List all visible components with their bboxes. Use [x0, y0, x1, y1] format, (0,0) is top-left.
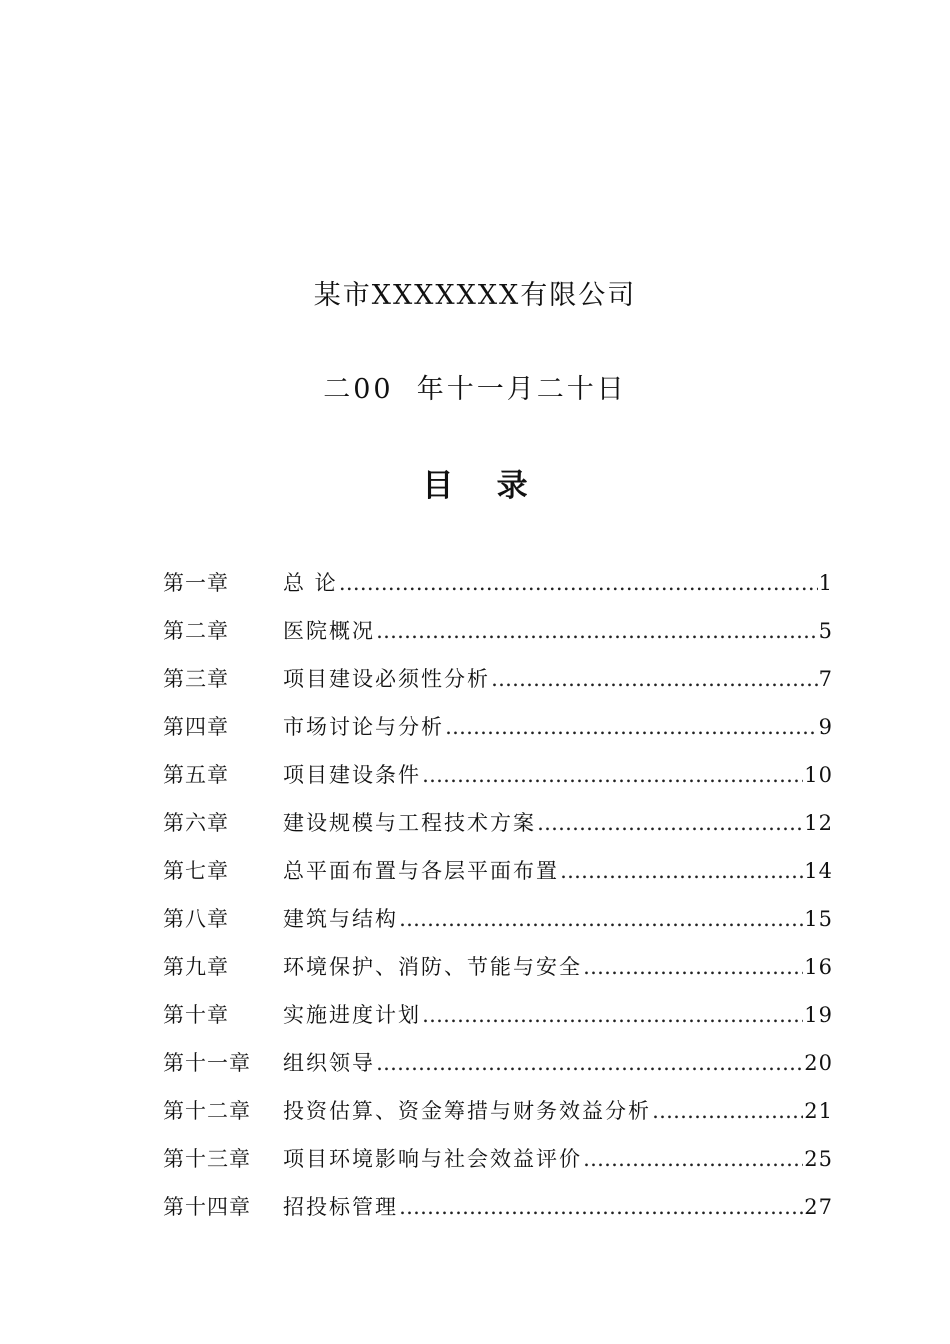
toc-chapter-title: 建筑与结构 [283, 907, 398, 931]
toc-leader-dots [422, 992, 803, 1038]
toc-chapter-title: 建设规模与工程技术方案 [283, 811, 536, 835]
toc-page-number: 27 [804, 1195, 833, 1219]
toc-leader-dots [652, 1088, 803, 1134]
toc-leader-dots [560, 848, 803, 894]
toc-page-number: 19 [804, 1003, 833, 1027]
toc-leader-dots [445, 704, 818, 750]
toc-page-number: 15 [804, 907, 833, 931]
toc-entry[interactable] [163, 560, 833, 608]
toc-entry[interactable] [163, 1088, 833, 1136]
toc-entry[interactable] [163, 944, 833, 992]
toc-chapter-number: 第二章 [163, 619, 229, 643]
toc-page-number: 16 [804, 955, 833, 979]
toc-chapter-number: 第六章 [163, 811, 229, 835]
toc-chapter-number: 第十一章 [163, 1051, 251, 1075]
toc-entry[interactable] [163, 992, 833, 1040]
toc-leader-dots [376, 1040, 803, 1086]
toc-leader-dots [376, 608, 818, 654]
toc-leader-dots [399, 896, 803, 942]
toc-leader-dots [339, 560, 818, 606]
toc-chapter-number: 第十章 [163, 1003, 229, 1027]
toc-chapter-title: 招投标管理 [283, 1195, 398, 1219]
toc-entry[interactable] [163, 1136, 833, 1184]
document-date: 二00 年十一月二十日 [323, 374, 627, 405]
toc-page-number: 7 [818, 667, 833, 691]
toc-chapter-number: 第五章 [163, 763, 229, 787]
toc-entry[interactable] [163, 656, 833, 704]
toc-leader-dots [399, 1184, 803, 1230]
toc-page-number: 9 [818, 715, 833, 739]
toc-page-number: 12 [804, 811, 833, 835]
toc-page-number: 14 [804, 859, 833, 883]
toc-page-number: 5 [818, 619, 833, 643]
toc-chapter-title: 项目环境影响与社会效益评价 [283, 1147, 582, 1171]
toc-chapter-title: 投资估算、资金筹措与财务效益分析 [283, 1099, 651, 1123]
toc-leader-dots [583, 944, 803, 990]
toc-page-number: 25 [804, 1147, 833, 1171]
toc-leader-dots [422, 752, 803, 798]
toc-chapter-number: 第三章 [163, 667, 229, 691]
toc-chapter-title: 项目建设必须性分析 [283, 667, 490, 691]
toc-chapter-number: 第一章 [163, 571, 229, 595]
company-name: 某市XXXXXXX有限公司 [313, 280, 637, 311]
toc-chapter-number: 第八章 [163, 907, 229, 931]
toc-chapter-number: 第四章 [163, 715, 229, 739]
toc-entry[interactable] [163, 608, 833, 656]
toc-chapter-title: 实施进度计划 [283, 1003, 421, 1027]
toc-entry[interactable] [163, 800, 833, 848]
toc-entry[interactable] [163, 704, 833, 752]
toc-chapter-title: 市场讨论与分析 [283, 715, 444, 739]
toc-chapter-title: 环境保护、消防、节能与安全 [283, 955, 582, 979]
toc-chapter-title: 组织领导 [283, 1051, 375, 1075]
toc-leader-dots [491, 656, 818, 702]
toc-chapter-number: 第十四章 [163, 1195, 251, 1219]
toc-chapter-number: 第七章 [163, 859, 229, 883]
toc-chapter-title: 总平面布置与各层平面布置 [283, 859, 559, 883]
toc-entry[interactable] [163, 896, 833, 944]
toc-page-number: 1 [818, 571, 833, 595]
toc-page-number: 20 [804, 1051, 833, 1075]
toc-entry[interactable] [163, 752, 833, 800]
toc-chapter-title: 医院概况 [283, 619, 375, 643]
toc-entry[interactable] [163, 1184, 833, 1232]
table-of-contents [163, 560, 833, 1232]
toc-chapter-title: 总 论 [283, 571, 338, 595]
toc-chapter-number: 第十二章 [163, 1099, 251, 1123]
toc-chapter-title: 项目建设条件 [283, 763, 421, 787]
toc-chapter-number: 第十三章 [163, 1147, 251, 1171]
toc-heading: 目 录 [422, 468, 528, 504]
toc-leader-dots [583, 1136, 803, 1182]
toc-page-number: 21 [804, 1099, 833, 1123]
toc-entry[interactable] [163, 1040, 833, 1088]
toc-chapter-number: 第九章 [163, 955, 229, 979]
toc-page-number: 10 [804, 763, 833, 787]
toc-entry[interactable] [163, 848, 833, 896]
toc-leader-dots [537, 800, 803, 846]
